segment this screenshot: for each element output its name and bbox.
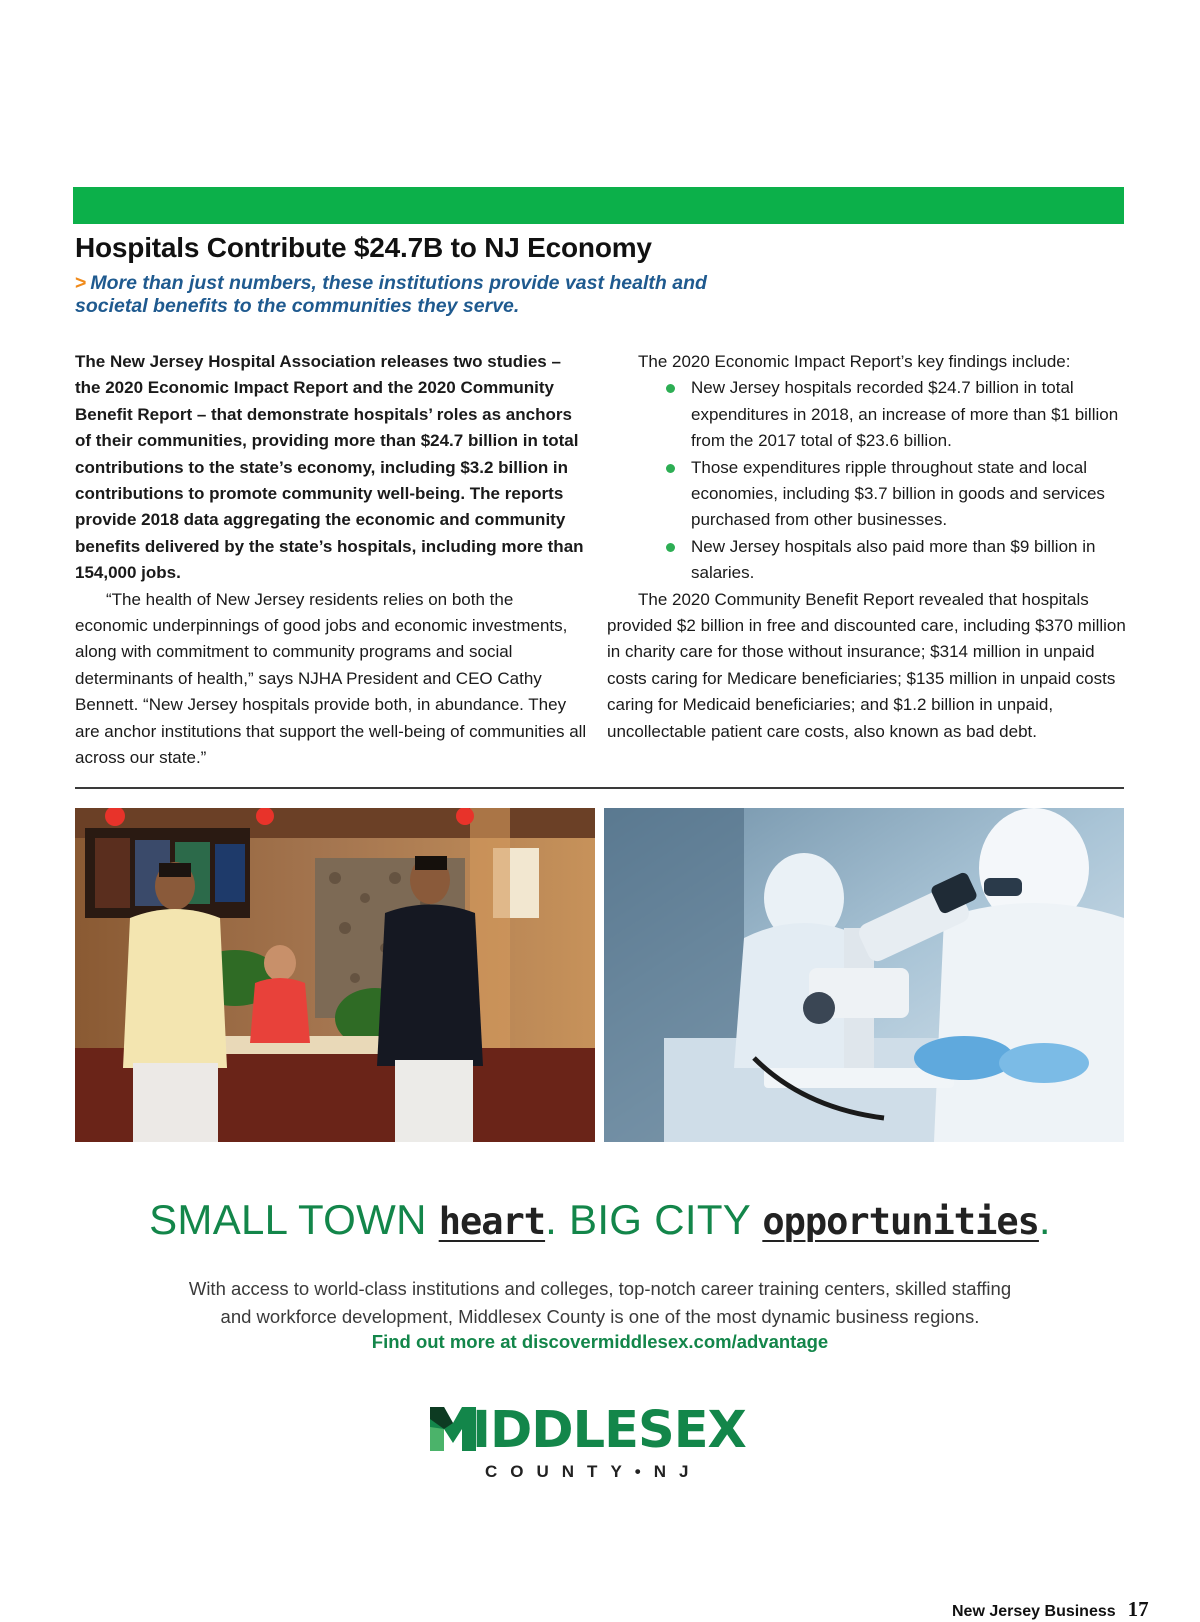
chevron-right-icon: > <box>75 272 87 294</box>
finding-text: New Jersey hospitals recorded $24.7 billion in total expenditures in 2018, an increase of more than $1 billion from the 2017 total of $23.6 billion. <box>691 378 1119 451</box>
article-subtitle <box>75 272 755 318</box>
ad-link[interactable]: Find out more at discovermiddlesex.com/advantage <box>371 1331 829 1352</box>
logo-wordmark: IDDLESEX <box>472 1401 746 1460</box>
page-number: 17 <box>1127 1597 1149 1621</box>
findings-intro: The 2020 Economic Impact Report’s key findings include: <box>638 352 1071 371</box>
page-footer <box>952 1597 1149 1622</box>
header-color-bar <box>73 187 1124 224</box>
ad-body <box>0 1275 1200 1331</box>
bullet-dot-icon <box>666 464 675 473</box>
ad-headline-period: . <box>1038 1196 1051 1243</box>
publication-name: New Jersey Business <box>952 1603 1116 1620</box>
bullet-dot-icon <box>666 543 675 552</box>
article-column-left <box>75 349 590 772</box>
ad-headline <box>0 1196 1200 1244</box>
article-quote: “The health of New Jersey residents relies on both the economic underpinnings of good jobs and economic investments, along with commitment to community programs and social determinants of health,” says NJHA President and CEO Cathy Bennett. “New Jersey hospitals provide both, in abundance. They are anchor institutions that support the well-being of communities all across our state.” <box>75 589 587 768</box>
article-subtitle-text: More than just numbers, these institutions provide vast health and societal benefits to the communities they serve. <box>75 272 707 317</box>
photo-lab-scientists <box>604 808 1124 1142</box>
photo-restaurant-owners <box>75 808 595 1142</box>
finding-text: New Jersey hospitals also paid more than $9 billion in salaries. <box>691 536 1096 583</box>
finding-text: Those expenditures ripple throughout state and local economies, including $3.7 billion in goods and services purchased from other businesses. <box>691 457 1105 530</box>
list-item <box>607 534 1127 587</box>
middlesex-m-mark-icon <box>430 1407 476 1451</box>
ad-body-line: With access to world-class institutions and colleges, top-notch career training centers, skilled staffing <box>188 1278 1012 1299</box>
ad-headline-script-word: heart <box>438 1200 546 1243</box>
article-lead: The New Jersey Hospital Association releases two studies – the 2020 Economic Impact Report and the 2020 Community Benefit Report – that demonstrate hospitals’ roles as anchors of their communities, providing more than $24.7 billion in total contributions to the state’s economy, including $3.2 billion in contributions to promote community well-being. The reports provide 2018 data aggregating the economic and community benefits delivered by the state’s hospitals, including more than 154,000 jobs. <box>75 352 584 583</box>
bullet-dot-icon <box>666 384 675 393</box>
list-item <box>607 455 1127 534</box>
ad-body-line: and workforce development, Middlesex County is one of the most dynamic business regions. <box>220 1306 980 1327</box>
community-benefit-paragraph: The 2020 Community Benefit Report revealed that hospitals provided $2 billion in free and discounted care, including $370 million in charity care for those without insurance; $314 million in unpaid costs caring for Medicare beneficiaries; $135 million in unpaid costs caring for Medicaid beneficiaries; and $1.2 billion in unpaid, uncollectable patient care costs, also known as bad debt. <box>607 589 1126 741</box>
middlesex-county-logo <box>430 1401 770 1485</box>
list-item <box>607 375 1127 454</box>
findings-list <box>607 375 1127 586</box>
article-column-right <box>607 349 1127 745</box>
logo-tagline: COUNTY•NJ <box>485 1462 702 1481</box>
ad-headline-part: SMALL TOWN <box>149 1196 439 1243</box>
ad-headline-script-word: opportunities <box>762 1200 1039 1243</box>
section-divider <box>75 787 1124 789</box>
ad-headline-part: . BIG CITY <box>545 1196 763 1243</box>
article-title: Hospitals Contribute $24.7B to NJ Economy <box>75 232 652 263</box>
